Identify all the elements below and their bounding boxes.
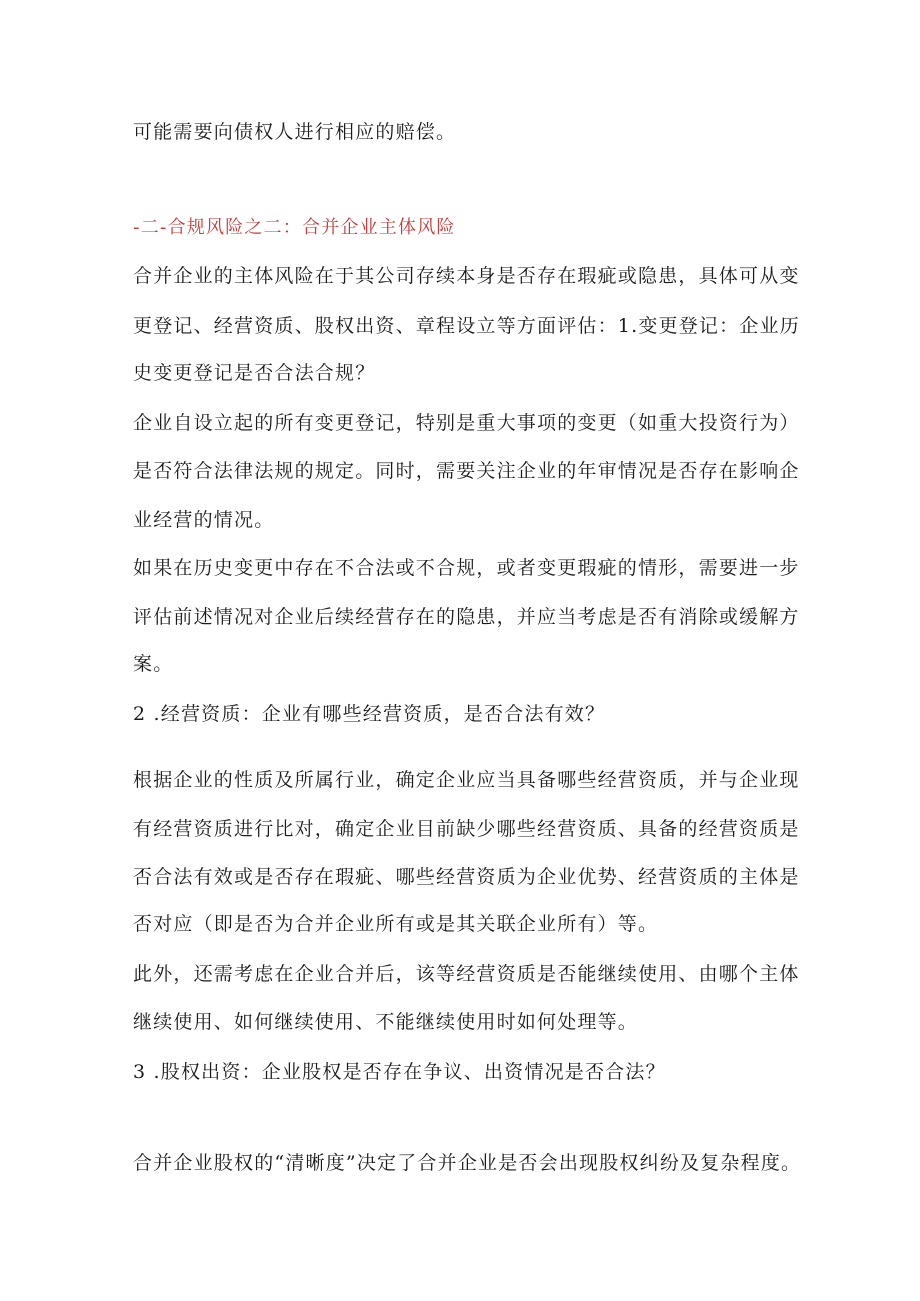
paragraph-line: 根据企业的性质及所属行业，确定企业应当具备哪些经营资质，并与企业现 bbox=[133, 769, 800, 791]
numbered-subheading: 2 .经营资质：企业有哪些经营资质，是否合法有效？ bbox=[133, 703, 606, 725]
paragraph-line: 业经营的情况。 bbox=[133, 509, 275, 531]
paragraph-line: 合并企业股权的“清晰度”决定了合并企业是否会出现股权纠纷及复杂程度。 bbox=[133, 1152, 802, 1174]
paragraph-line: 否对应（即是否为合并企业所有或是其关联企业所有）等。 bbox=[133, 913, 659, 935]
paragraph-line: 评估前述情况对企业后续经营存在的隐患，并应当考虑是否有消除或缓解方 bbox=[133, 606, 800, 628]
paragraph-line: 如果在历史变更中存在不合法或不合规，或者变更瑕疵的情形，需要进一步 bbox=[133, 557, 800, 579]
paragraph-line: 企业自设立起的所有变更登记，特别是重大事项的变更（如重大投资行为） bbox=[133, 412, 800, 434]
paragraph-line: 案。 bbox=[133, 653, 174, 675]
paragraph-line: 可能需要向债权人进行相应的赔偿。 bbox=[133, 121, 457, 143]
numbered-subheading: 3 .股权出资：企业股权是否存在争议、出资情况是否合法？ bbox=[133, 1061, 666, 1083]
paragraph-line: 史变更登记是否合法合规？ bbox=[133, 362, 376, 384]
paragraph-line: 继续使用、如何继续使用、不能继续使用时如何处理等。 bbox=[133, 1011, 639, 1033]
paragraph-line: 更登记、经营资质、股权出资、章程设立等方面评估：1.变更登记：企业历 bbox=[133, 315, 800, 337]
paragraph-line: 此外，还需考虑在企业合并后，该等经营资质是否能继续使用、由哪个主体 bbox=[133, 963, 800, 985]
section-heading: -二-合规风险之二：合并企业主体风险 bbox=[133, 217, 456, 238]
paragraph-line: 否合法有效或是否存在瑕疵、哪些经营资质为企业优势、经营资质的主体是 bbox=[133, 866, 800, 888]
paragraph-line: 有经营资质进行比对，确定企业目前缺少哪些经营资质、具备的经营资质是 bbox=[133, 818, 800, 840]
paragraph-line: 合并企业的主体风险在于其公司存续本身是否存在瑕疵或隐患，具体可从变 bbox=[133, 265, 800, 287]
paragraph-line: 是否符合法律法规的规定。同时，需要关注企业的年审情况是否存在影响企 bbox=[133, 460, 800, 482]
